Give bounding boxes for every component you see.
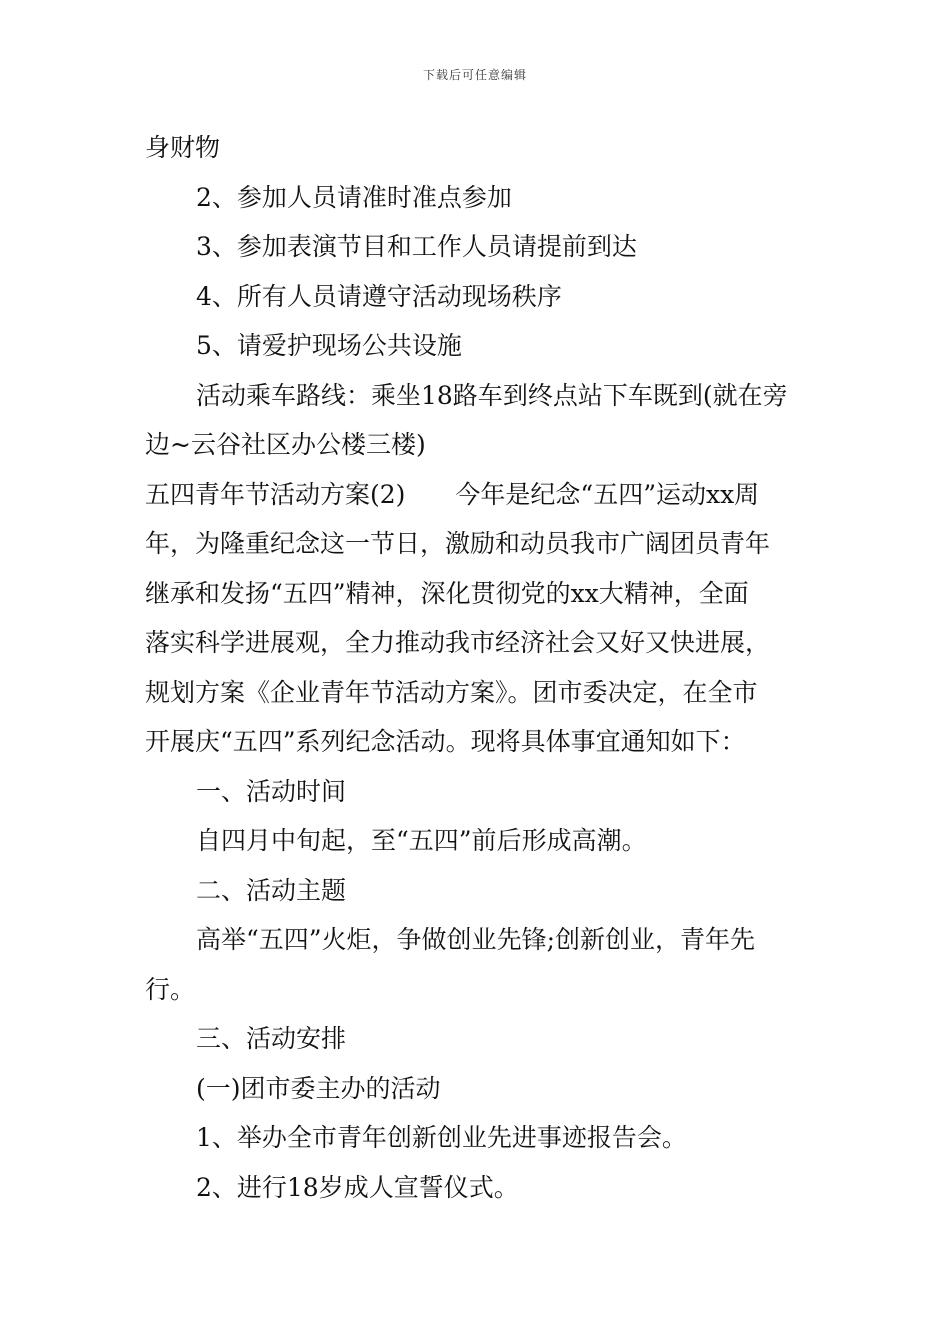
list-item: 3、参加表演节目和工作人员请提前到达 [196, 232, 637, 261]
section-heading: 一、活动时间 [196, 776, 347, 806]
text-line: 行。 [145, 974, 196, 1004]
text-line: 边~云谷社区办公楼三楼) [145, 430, 426, 459]
section-heading: 三、活动安排 [196, 1024, 347, 1053]
list-item: 2、参加人员请准时准点参加 [196, 182, 512, 212]
text-line: 继承和发扬“五四”精神，深化贯彻党的xx大精神，全面 [145, 578, 749, 608]
text-line: 落实科学进展观，全力推动我市经济社会又好又快进展， [145, 628, 771, 657]
text-line: 自四月中旬起，至“五四”前后形成高潮。 [196, 826, 647, 855]
list-item: 1、举办全市青年创新创业先进事迹报告会。 [196, 1123, 687, 1152]
text-line: 规划方案《企业青年节活动方案》。团市委决定，在全市 [145, 677, 758, 707]
list-item: 5、请爱护现场公共设施 [196, 331, 462, 360]
text-line: 身财物 [145, 133, 221, 162]
text-line: 活动乘车路线：乘坐18路车到终点站下车既到(就在旁 [196, 380, 788, 410]
page-header: 下载后可任意编辑 [422, 68, 527, 82]
section-heading: 二、活动主题 [196, 875, 347, 905]
text-line: 年，为隆重纪念这一节日，激励和动员我市广阔团员青年 [145, 529, 771, 558]
list-item: 2、进行18岁成人宣誓仪式。 [196, 1172, 519, 1202]
sub-heading: (一)团市委主办的活动 [196, 1073, 441, 1103]
document-body [145, 123, 807, 1212]
text-line: 开展庆“五四”系列纪念活动。现将具体事宜通知如下： [145, 727, 746, 756]
section-title-line: 五四青年节活动方案(2) 今年是纪念“五四”运动xx周 [145, 479, 760, 509]
text-line: 高举“五四”火炬，争做创业先锋;创新创业，青年先 [196, 925, 755, 954]
list-item: 4、所有人员请遵守活动现场秩序 [196, 281, 562, 311]
